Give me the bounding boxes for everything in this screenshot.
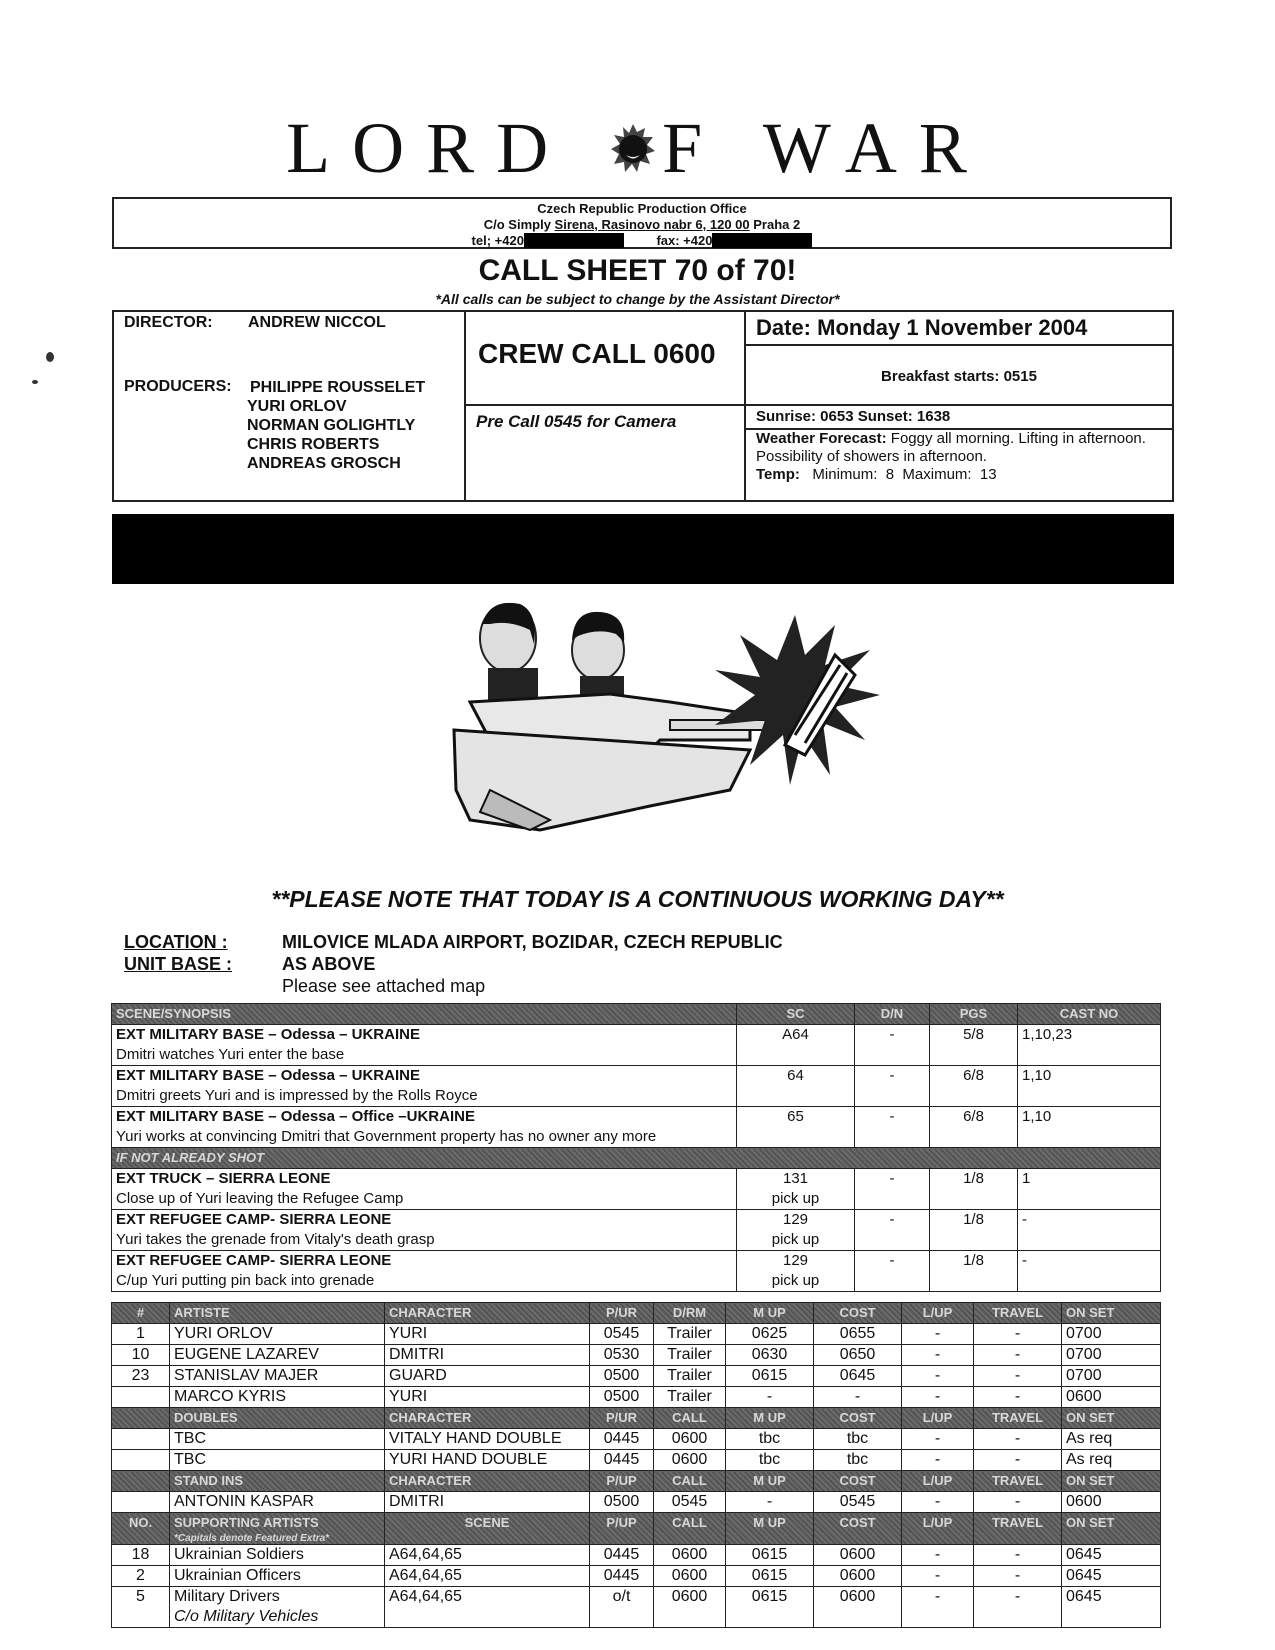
artiste-cell: STANISLAV MAJER [170, 1366, 385, 1387]
day-night: - [889, 1252, 895, 1269]
film-title [0, 108, 1275, 188]
header-costume: COST [814, 1303, 902, 1324]
sc-cell [737, 1066, 855, 1107]
makeup-cell: tbc [726, 1429, 814, 1450]
dressing-room-cell: Trailer [654, 1366, 726, 1387]
header-artiste: ARTISTE [170, 1303, 385, 1324]
bullet-hole-o-icon [610, 116, 656, 170]
scan-speck [32, 380, 38, 384]
lunch-up-cell: - [902, 1387, 974, 1408]
supporting-call-cell: 0600 [654, 1566, 726, 1587]
travel-cell: - [974, 1450, 1062, 1471]
scene-cell [112, 1025, 737, 1066]
character-cell: YURI [385, 1387, 590, 1408]
office-address [114, 217, 1170, 233]
pages: 1/8 [963, 1252, 984, 1269]
character-cell: YURI [385, 1324, 590, 1345]
header-on-set: ON SET [1062, 1303, 1161, 1324]
producers-list [247, 378, 426, 473]
costume-cell: 0545 [814, 1492, 902, 1513]
weather-forecast [756, 430, 1166, 484]
supporting-travel-cell: - [974, 1545, 1062, 1566]
supporting-row [112, 1566, 1161, 1587]
scene-title: EXT MILITARY BASE – Odessa – UKRAINE [116, 1067, 420, 1084]
supporting-no-cell: 5 [112, 1587, 170, 1628]
header-num [112, 1408, 170, 1429]
travel-cell: - [974, 1429, 1062, 1450]
redacted-fax [712, 233, 812, 248]
location-value: MILOVICE MLADA AIRPORT, BOZIDAR, CZECH REPUBLIC [282, 932, 783, 952]
dn-cell [855, 1107, 930, 1148]
header-travel: TRAVEL [974, 1303, 1062, 1324]
header-travel: TRAVEL [974, 1408, 1062, 1429]
dressing-room-cell: Trailer [654, 1345, 726, 1366]
makeup-cell: tbc [726, 1450, 814, 1471]
header-grid [112, 310, 1174, 502]
call-sheet-number: CALL SHEET 70 of 70! [478, 254, 797, 287]
cast-cell [1018, 1251, 1161, 1292]
cast-row [112, 1366, 1161, 1387]
supporting-travel-cell: - [974, 1587, 1062, 1628]
continuous-day-notice: **PLEASE NOTE THAT TODAY IS A CONTINUOUS WORKING DAY** [271, 886, 1004, 912]
redacted-tel [524, 233, 624, 248]
pickup-cell: 0445 [590, 1450, 654, 1471]
scene-title: EXT TRUCK – SIERRA LEONE [116, 1170, 331, 1187]
producer: PHILIPPE ROUSSELET [250, 379, 426, 396]
supporting-scene-cell: A64,64,65 [385, 1587, 590, 1628]
pgs-cell [930, 1107, 1018, 1148]
makeup-cell: - [726, 1387, 814, 1408]
day-night: - [889, 1108, 895, 1125]
supporting-cost-cell: 0600 [814, 1545, 902, 1566]
scene-cell [112, 1066, 737, 1107]
num-cell: 10 [112, 1345, 170, 1366]
supporting-row [112, 1587, 1161, 1628]
pgs-cell [930, 1025, 1018, 1066]
scene-row [112, 1210, 1161, 1251]
supporting-call-cell: 0600 [654, 1587, 726, 1628]
scene-synopsis: Yuri works at convincing Dmitri that Government property has no owner any more [116, 1128, 657, 1145]
producer: ANDREAS GROSCH [247, 455, 401, 472]
cast-header-row [112, 1303, 1161, 1324]
header-dressing-room: D/RM [654, 1303, 726, 1324]
title-lord: LORD [286, 108, 571, 188]
num-cell [112, 1492, 170, 1513]
temp-label: Temp: [756, 466, 800, 483]
producer: CHRIS ROBERTS [247, 436, 380, 453]
cast-numbers: 1 [1022, 1170, 1031, 1187]
supporting-cost-cell: 0600 [814, 1566, 902, 1587]
scene-row [112, 1169, 1161, 1210]
director-name: ANDREW NICCOL [248, 314, 386, 331]
pre-call: Pre Call 0545 for Camera [466, 404, 744, 438]
costume-cell: tbc [814, 1450, 902, 1471]
dn-cell [855, 1210, 930, 1251]
supporting-pup-cell: 0445 [590, 1545, 654, 1566]
header-lunch-up: L/UP [902, 1303, 974, 1324]
dressing-room-cell: Trailer [654, 1387, 726, 1408]
day-night: - [889, 1026, 895, 1043]
standins-header-row [112, 1471, 1161, 1492]
breakfast-time: Breakfast starts: 0515 [881, 368, 1037, 385]
header-on-set: ON SET [1062, 1471, 1161, 1492]
dn-cell [855, 1251, 930, 1292]
double-row [112, 1429, 1161, 1450]
pages: 1/8 [963, 1211, 984, 1228]
supporting-lup-cell: - [902, 1587, 974, 1628]
supporting-no-cell: 18 [112, 1545, 170, 1566]
pickup-cell: 0500 [590, 1366, 654, 1387]
makeup-cell: - [726, 1492, 814, 1513]
character-cell: YURI HAND DOUBLE [385, 1450, 590, 1471]
pages: 1/8 [963, 1170, 984, 1187]
header-pickup: P/UR [590, 1303, 654, 1324]
scene-title: EXT MILITARY BASE – Odessa – Office –UKRAINE [116, 1108, 475, 1125]
scene-pickup: pick up [771, 1231, 820, 1248]
scene-pickup: pick up [771, 1272, 820, 1289]
header-call: CALL [654, 1513, 726, 1545]
supporting-label: SUPPORTING ARTISTS [174, 1515, 319, 1530]
scene-synopsis: Dmitri watches Yuri enter the base [116, 1046, 345, 1063]
num-cell [112, 1387, 170, 1408]
dressing-room-cell: Trailer [654, 1324, 726, 1345]
on-set-cell: 0700 [1062, 1324, 1161, 1345]
producers-label: PRODUCERS: [124, 378, 232, 395]
crew-call: CREW CALL 0600 [478, 338, 716, 369]
artiste-cell: TBC [170, 1450, 385, 1471]
unit-base-row [124, 954, 375, 975]
scan-speck [46, 352, 54, 362]
scene-number: A64 [782, 1026, 809, 1043]
supporting-lup-cell: - [902, 1545, 974, 1566]
scene-synopsis: Dmitri greets Yuri and is impressed by the Rolls Royce [116, 1087, 478, 1104]
pgs-cell [930, 1251, 1018, 1292]
scenes-table [111, 1003, 1161, 1292]
lunch-up-cell: - [902, 1324, 974, 1345]
standin-row [112, 1492, 1161, 1513]
fax-label: fax: +420 [656, 233, 713, 248]
subject-to-change-note: *All calls can be subject to change by the Assistant Director* [435, 291, 840, 307]
dn-cell [855, 1169, 930, 1210]
artiste-cell: MARCO KYRIS [170, 1387, 385, 1408]
redacted-banner [112, 514, 1174, 584]
header-dressing-room: CALL [654, 1408, 726, 1429]
header-pickup: P/UR [590, 1408, 654, 1429]
header-num: # [112, 1303, 170, 1324]
title-f-war: F WAR [662, 108, 989, 188]
header-travel: TRAVEL [974, 1513, 1062, 1545]
header-lunch-up: L/UP [902, 1471, 974, 1492]
supporting-sub: C/o Military Vehicles [174, 1608, 319, 1625]
scene-title: EXT REFUGEE CAMP- SIERRA LEONE [116, 1211, 392, 1228]
pgs-cell [930, 1066, 1018, 1107]
header-mup: M UP [726, 1513, 814, 1545]
pickup-cell: 0445 [590, 1429, 654, 1450]
num-cell: 23 [112, 1366, 170, 1387]
supporting-scene-cell: A64,64,65 [385, 1566, 590, 1587]
scene-row [112, 1025, 1161, 1066]
on-set-cell: 0600 [1062, 1492, 1161, 1513]
supporting-onset-cell: 0645 [1062, 1566, 1161, 1587]
character-cell: DMITRI [385, 1492, 590, 1513]
location-label: LOCATION : [124, 932, 228, 952]
sc-cell [737, 1107, 855, 1148]
header-supporting [170, 1513, 385, 1545]
makeup-cell: 0630 [726, 1345, 814, 1366]
cast-numbers: 1,10 [1022, 1067, 1052, 1084]
header-travel: TRAVEL [974, 1471, 1062, 1492]
header-character: CHARACTER [385, 1408, 590, 1429]
num-cell: 1 [112, 1324, 170, 1345]
dn-cell [855, 1025, 930, 1066]
supporting-mup-cell: 0615 [726, 1587, 814, 1628]
supporting-name: Ukrainian Soldiers [174, 1546, 304, 1563]
supporting-header-row [112, 1513, 1161, 1545]
supporting-name-cell [170, 1566, 385, 1587]
cast-numbers: 1,10,23 [1022, 1026, 1073, 1043]
header-scene: SCENE/SYNOPSIS [112, 1004, 737, 1025]
costume-cell: 0650 [814, 1345, 902, 1366]
sunrise-sunset: Sunrise: 0653 Sunset: 1638 [746, 404, 1172, 430]
date-weather-cell [746, 312, 1172, 500]
day-night: - [889, 1170, 895, 1187]
cast-numbers: - [1022, 1211, 1027, 1228]
header-makeup: M UP [726, 1408, 814, 1429]
character-cell: GUARD [385, 1366, 590, 1387]
header-cost: COST [814, 1513, 902, 1545]
producer: YURI ORLOV [247, 398, 347, 415]
tank-caricature-illustration [450, 590, 910, 860]
header-no: NO. [112, 1513, 170, 1545]
scene-cell [112, 1107, 737, 1148]
unit-base-label: UNIT BASE : [124, 954, 232, 974]
scene-number: 64 [787, 1067, 804, 1084]
header-onset: ON SET [1062, 1513, 1161, 1545]
header-num [112, 1471, 170, 1492]
scenes-header-row [112, 1004, 1161, 1025]
supporting-cost-cell: 0600 [814, 1587, 902, 1628]
supporting-onset-cell: 0645 [1062, 1587, 1161, 1628]
cast-numbers: - [1022, 1252, 1027, 1269]
scene-synopsis: Yuri takes the grenade from Vitaly's death grasp [116, 1231, 435, 1248]
on-set-cell: As req [1062, 1429, 1161, 1450]
cast-row [112, 1324, 1161, 1345]
supporting-onset-cell: 0645 [1062, 1545, 1161, 1566]
pickup-cell: 0530 [590, 1345, 654, 1366]
supporting-name-cell [170, 1587, 385, 1628]
header-dn: D/N [855, 1004, 930, 1025]
lunch-up-cell: - [902, 1345, 974, 1366]
supporting-mup-cell: 0615 [726, 1566, 814, 1587]
sc-cell [737, 1210, 855, 1251]
call-times-cell [466, 312, 746, 500]
location-row [124, 932, 783, 953]
on-set-cell: 0700 [1062, 1366, 1161, 1387]
scene-number: 129 [782, 1252, 809, 1269]
travel-cell: - [974, 1387, 1062, 1408]
header-makeup: M UP [726, 1471, 814, 1492]
double-row [112, 1450, 1161, 1471]
header-pgs: PGS [930, 1004, 1018, 1025]
cast-cell [1018, 1107, 1161, 1148]
if-not-shot-label: IF NOT ALREADY SHOT [112, 1148, 1161, 1169]
pages: 6/8 [963, 1067, 984, 1084]
scene-row [112, 1251, 1161, 1292]
address-suffix: Praha 2 [749, 217, 801, 232]
pickup-cell: 0500 [590, 1492, 654, 1513]
on-set-cell: 0700 [1062, 1345, 1161, 1366]
scene-title: EXT REFUGEE CAMP- SIERRA LEONE [116, 1252, 392, 1269]
supporting-name: Military Drivers [174, 1588, 280, 1605]
scene-number: 65 [787, 1108, 804, 1125]
scene-synopsis: C/up Yuri putting pin back into grenade [116, 1272, 375, 1289]
cast-cell [1018, 1210, 1161, 1251]
supporting-name-cell [170, 1545, 385, 1566]
artiste-cell: EUGENE LAZAREV [170, 1345, 385, 1366]
cast-table [111, 1302, 1161, 1628]
makeup-cell: 0625 [726, 1324, 814, 1345]
num-cell [112, 1429, 170, 1450]
pickup-cell: 0500 [590, 1387, 654, 1408]
header-cast: CAST NO [1018, 1004, 1161, 1025]
header-lunch-up: L/UP [902, 1408, 974, 1429]
header-artiste: STAND INS [170, 1471, 385, 1492]
supporting-call-cell: 0600 [654, 1545, 726, 1566]
lunch-up-cell: - [902, 1366, 974, 1387]
cast-row [112, 1345, 1161, 1366]
supporting-travel-cell: - [974, 1566, 1062, 1587]
lunch-up-cell: - [902, 1450, 974, 1471]
dn-cell [855, 1066, 930, 1107]
on-set-cell: As req [1062, 1450, 1161, 1471]
shoot-date: Date: Monday 1 November 2004 [746, 312, 1172, 346]
scene-row [112, 1107, 1161, 1148]
weather-text: Foggy all morning. Lifting in afternoon. Possibility of showers in afternoon. [756, 430, 1146, 465]
supporting-name: Ukrainian Officers [174, 1567, 301, 1584]
pages: 6/8 [963, 1108, 984, 1125]
num-cell [112, 1450, 170, 1471]
lunch-up-cell: - [902, 1492, 974, 1513]
scene-pickup: pick up [771, 1190, 820, 1207]
header-character: CHARACTER [385, 1303, 590, 1324]
director-label: DIRECTOR: [124, 314, 213, 331]
cast-cell [1018, 1066, 1161, 1107]
header-costume: COST [814, 1408, 902, 1429]
cast-cell [1018, 1169, 1161, 1210]
character-cell: VITALY HAND DOUBLE [385, 1429, 590, 1450]
scene-row [112, 1066, 1161, 1107]
travel-cell: - [974, 1345, 1062, 1366]
office-phone-line [114, 233, 1170, 249]
artiste-cell: YURI ORLOV [170, 1324, 385, 1345]
scene-number: 131 [782, 1170, 809, 1187]
unit-base-value: AS ABOVE [282, 954, 376, 974]
supporting-lup-cell: - [902, 1566, 974, 1587]
header-costume: COST [814, 1471, 902, 1492]
dressing-room-cell: 0600 [654, 1450, 726, 1471]
day-night: - [889, 1067, 895, 1084]
artiste-cell: ANTONIN KASPAR [170, 1492, 385, 1513]
supporting-scene-cell: A64,64,65 [385, 1545, 590, 1566]
costume-cell: 0655 [814, 1324, 902, 1345]
dressing-room-cell: 0600 [654, 1429, 726, 1450]
scene-cell [112, 1251, 737, 1292]
makeup-cell: 0615 [726, 1366, 814, 1387]
credits-cell [114, 312, 466, 500]
cast-cell [1018, 1025, 1161, 1066]
pages: 5/8 [963, 1026, 984, 1043]
costume-cell: 0645 [814, 1366, 902, 1387]
header-pup: P/UP [590, 1513, 654, 1545]
map-note: Please see attached map [282, 976, 486, 996]
header-lup: L/UP [902, 1513, 974, 1545]
header-character: CHARACTER [385, 1471, 590, 1492]
featured-extra-note: *Capitals denote Featured Extra* [174, 1533, 330, 1544]
supporting-no-cell: 2 [112, 1566, 170, 1587]
travel-cell: - [974, 1492, 1062, 1513]
sc-cell [737, 1025, 855, 1066]
supporting-pup-cell: o/t [590, 1587, 654, 1628]
temp-values: Minimum: 8 Maximum: 13 [799, 466, 997, 483]
supporting-pup-cell: 0445 [590, 1566, 654, 1587]
travel-cell: - [974, 1324, 1062, 1345]
header-sc: SC [737, 1004, 855, 1025]
weather-label: Weather Forecast: [756, 430, 887, 447]
supporting-mup-cell: 0615 [726, 1545, 814, 1566]
scene-synopsis: Close up of Yuri leaving the Refugee Camp [116, 1190, 404, 1207]
address-prefix: C/o Simply [483, 217, 555, 232]
scene-cell [112, 1169, 737, 1210]
production-office-box [112, 197, 1172, 249]
costume-cell: tbc [814, 1429, 902, 1450]
header-artiste: DOUBLES [170, 1408, 385, 1429]
scene-title: EXT MILITARY BASE – Odessa – UKRAINE [116, 1026, 420, 1043]
header-scene: SCENE [385, 1513, 590, 1545]
sc-cell [737, 1251, 855, 1292]
artiste-cell: TBC [170, 1429, 385, 1450]
costume-cell: - [814, 1387, 902, 1408]
header-makeup: M UP [726, 1303, 814, 1324]
address-main: Sirena, Rasinovo nabr 6, 120 00 [554, 217, 750, 232]
doubles-header-row [112, 1408, 1161, 1429]
dressing-room-cell: 0545 [654, 1492, 726, 1513]
pgs-cell [930, 1210, 1018, 1251]
sc-cell [737, 1169, 855, 1210]
header-on-set: ON SET [1062, 1408, 1161, 1429]
scene-number: 129 [782, 1211, 809, 1228]
supporting-row [112, 1545, 1161, 1566]
office-name: Czech Republic Production Office [537, 201, 747, 216]
pgs-cell [930, 1169, 1018, 1210]
cast-row [112, 1387, 1161, 1408]
day-night: - [889, 1211, 895, 1228]
header-pickup: P/UP [590, 1471, 654, 1492]
on-set-cell: 0600 [1062, 1387, 1161, 1408]
tel-label: tel; +420 [471, 233, 524, 248]
producer: NORMAN GOLIGHTLY [247, 417, 416, 434]
lunch-up-cell: - [902, 1429, 974, 1450]
character-cell: DMITRI [385, 1345, 590, 1366]
pickup-cell: 0545 [590, 1324, 654, 1345]
scene-cell [112, 1210, 737, 1251]
header-dressing-room: CALL [654, 1471, 726, 1492]
cast-numbers: 1,10 [1022, 1108, 1052, 1125]
travel-cell: - [974, 1366, 1062, 1387]
if-not-shot-row [112, 1148, 1161, 1169]
